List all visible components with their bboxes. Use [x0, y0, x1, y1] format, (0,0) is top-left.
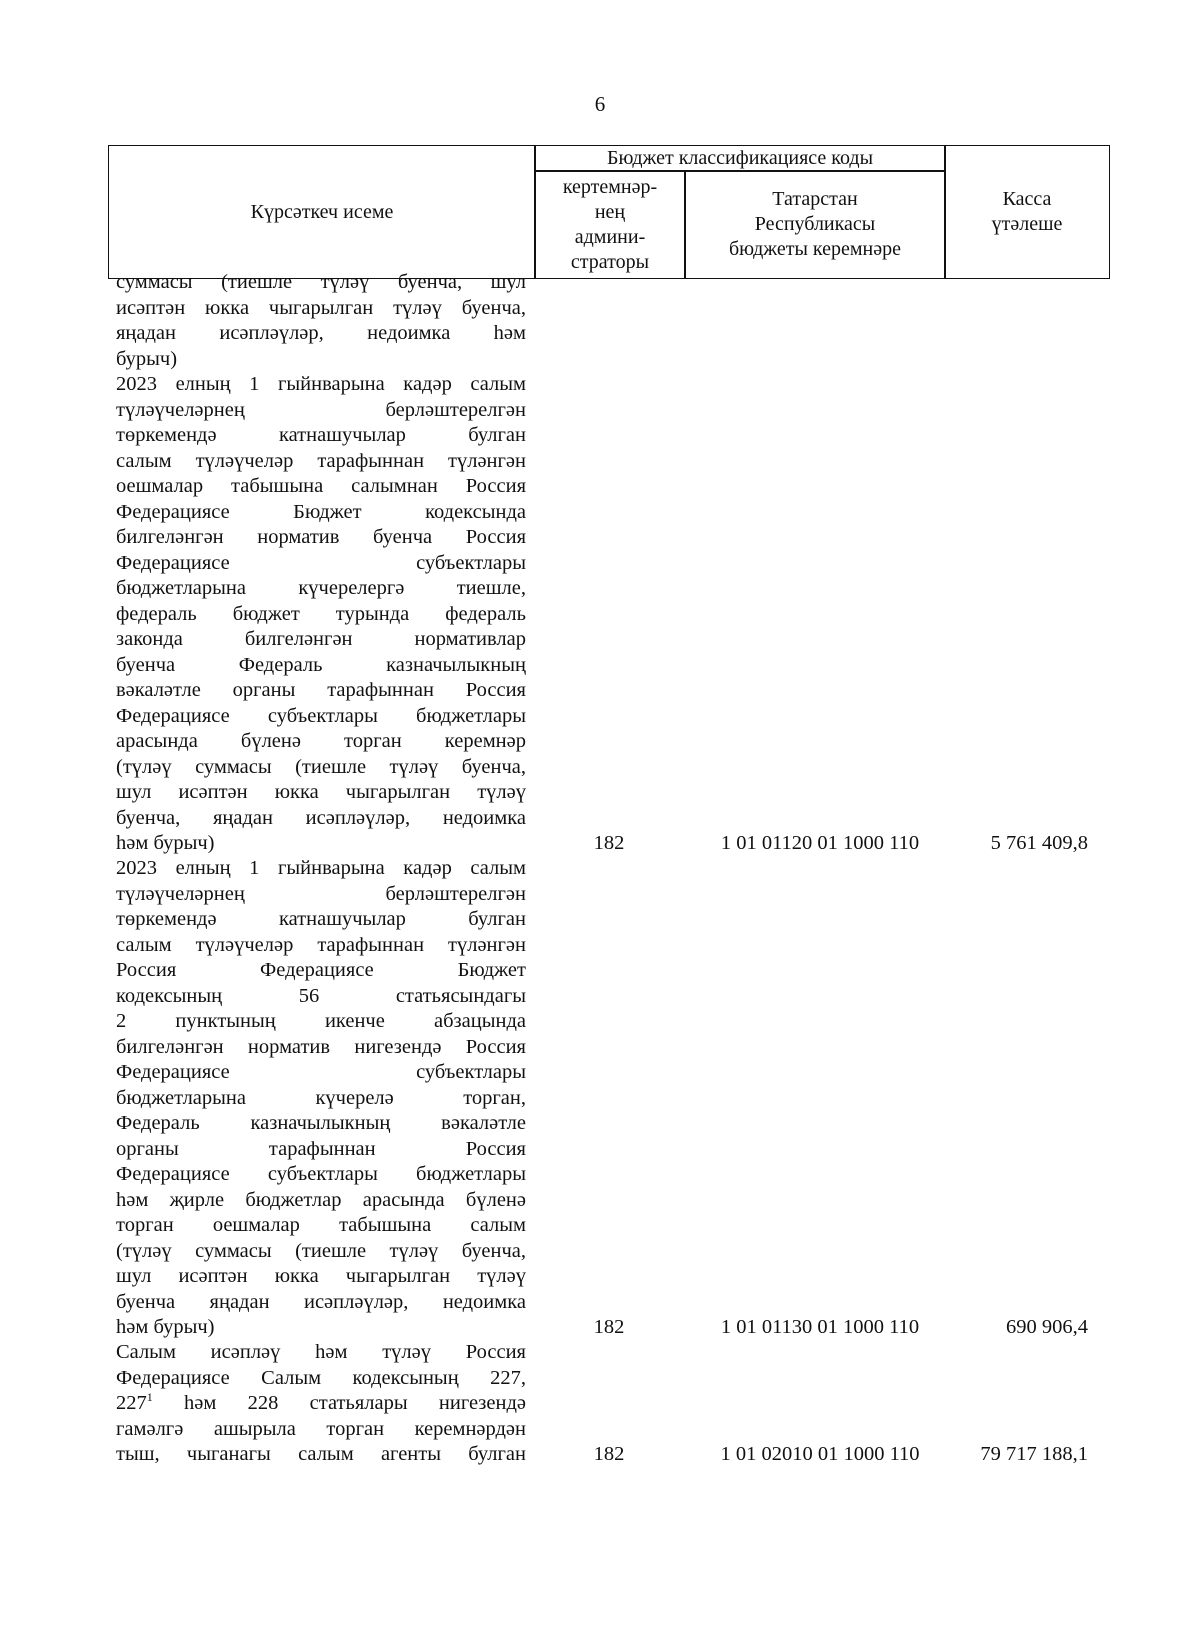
row-text-1120: [116, 372, 526, 857]
text-line: Федерациясе субъектлары: [116, 1061, 526, 1083]
text-line: исәптән юкка чыгарылган түләү буенча,: [116, 296, 526, 319]
text-line: түләүчеләрнең берләштерелгән: [116, 882, 526, 905]
text-line: оешмалар табышына салымнан Россия: [116, 475, 526, 497]
text-line: бурыч): [116, 347, 178, 370]
text-line: Россия Федерациясе Бюджет: [116, 959, 526, 981]
text-line: законда билгеләнгән нормативлар: [116, 628, 526, 650]
header-income-administrator: кертемнәр- нең админи- страторы: [534, 170, 686, 279]
text-line: буенча, яңадан исәпләүләр, недоимка: [116, 806, 526, 829]
admin-code: 182: [593, 1316, 625, 1338]
budget-code: 1 01 01130 01 1000 110: [720, 1316, 920, 1338]
page-number: 6: [594, 92, 606, 116]
text-line: гамәлгә ашырыла торган керемнәрдән: [116, 1417, 526, 1440]
admin-code: 182: [593, 1443, 625, 1465]
row-text-1130: [116, 856, 526, 1341]
text-line: Федераль казначылыкның вәкаләтле: [116, 1112, 526, 1134]
header-indicator-name: Күрсәткеч исеме: [108, 145, 536, 279]
header-budget-income: Татарстан Республикасы бюджеты керемнәре: [684, 170, 946, 279]
text-line: (түләү суммасы (тиешле түләү буенча,: [116, 1239, 526, 1262]
text-line: түләүчеләрнең берләштерелгән: [116, 398, 526, 421]
text-line: яңадан исәпләүләр, недоимка һәм: [116, 322, 526, 344]
text-line: Федерациясе субъектлары бюджетлары: [116, 1163, 526, 1185]
text-line: буенча яңадан исәпләүләр, недоимка: [116, 1290, 526, 1313]
text-line: һәм җирле бюджетлар арасында бүленә: [116, 1188, 526, 1211]
text-line: билгеләнгән норматив буенча Россия: [116, 526, 526, 548]
text-line: төркемендә катнашучылар булган: [116, 908, 526, 930]
header-budget-classification: Бюджет классификациясе коды: [534, 145, 946, 172]
text-line: арасында бүленә торган керемнәр: [116, 730, 526, 752]
text-line: һәм бурыч): [116, 1316, 215, 1338]
text-line: федераль бюджет турында федераль: [116, 602, 526, 625]
text-line: (түләү суммасы (тиешле түләү буенча,: [116, 755, 526, 778]
budget-code: 1 01 01120 01 1000 110: [720, 832, 920, 854]
text-line: билгеләнгән норматив нигезендә Россия: [116, 1035, 526, 1058]
text-line: торган оешмалар табышына салым: [116, 1214, 526, 1236]
text-line: салым түләүчеләр тарафыннан түләнгән: [116, 933, 526, 956]
text-line: вәкаләтле органы тарафыннан Россия: [116, 679, 526, 701]
text-line: шул исәптән юкка чыгарылган түләү: [116, 1265, 526, 1287]
text-line: суммасы (тиешле түләү буенча, шул: [116, 271, 526, 293]
text-line: 2023 елның 1 гыйнварына кадәр салым: [116, 373, 526, 395]
text-line: бюджетларына күчерелә торган,: [116, 1086, 526, 1109]
text-line: Федерациясе Салым кодексының 227,: [116, 1366, 526, 1389]
text-line: 2023 елның 1 гыйнварына кадәр салым: [116, 857, 526, 879]
text-line: шул исәптән юкка чыгарылган түләү: [116, 781, 526, 803]
cash-execution-value: 79 717 188,1: [980, 1443, 1088, 1465]
text-line: Федерациясе субъектлары бюджетлары: [116, 704, 526, 727]
row-text-2010: [116, 1340, 526, 1468]
text-line: салым түләүчеләр тарафыннан түләнгән: [116, 449, 526, 472]
header-cash-execution: Касса үтәлеше: [944, 145, 1110, 279]
text-line: тыш, чыганагы салым агенты булган: [116, 1443, 526, 1465]
text-line: кодексының 56 статьясындагы: [116, 984, 526, 1007]
text-line: төркемендә катнашучылар булган: [116, 424, 526, 446]
text-line: һәм бурыч): [116, 832, 215, 854]
text-line: 2 пунктының икенче абзацында: [116, 1010, 526, 1032]
admin-code: 182: [593, 832, 625, 854]
row-text-continuation: [116, 270, 526, 372]
cash-execution-value: 5 761 409,8: [990, 832, 1088, 854]
text-line: Федерациясе Бюджет кодексында: [116, 500, 526, 523]
text-line: бюджетларына күчерелергә тиешле,: [116, 577, 526, 599]
text-line: Федерациясе субъектлары: [116, 551, 526, 574]
budget-code: 1 01 02010 01 1000 110: [720, 1443, 920, 1465]
text-line: $227^1$ һәм 228 статьялары нигезендә: [116, 1391, 526, 1414]
cash-execution-value: 690 906,4: [1006, 1316, 1088, 1338]
text-line: буенча Федераль казначылыкның: [116, 653, 526, 676]
table-header: [108, 145, 1110, 279]
text-line: органы тарафыннан Россия: [116, 1137, 526, 1160]
text-line: Салым исәпләү һәм түләү Россия: [116, 1341, 526, 1363]
